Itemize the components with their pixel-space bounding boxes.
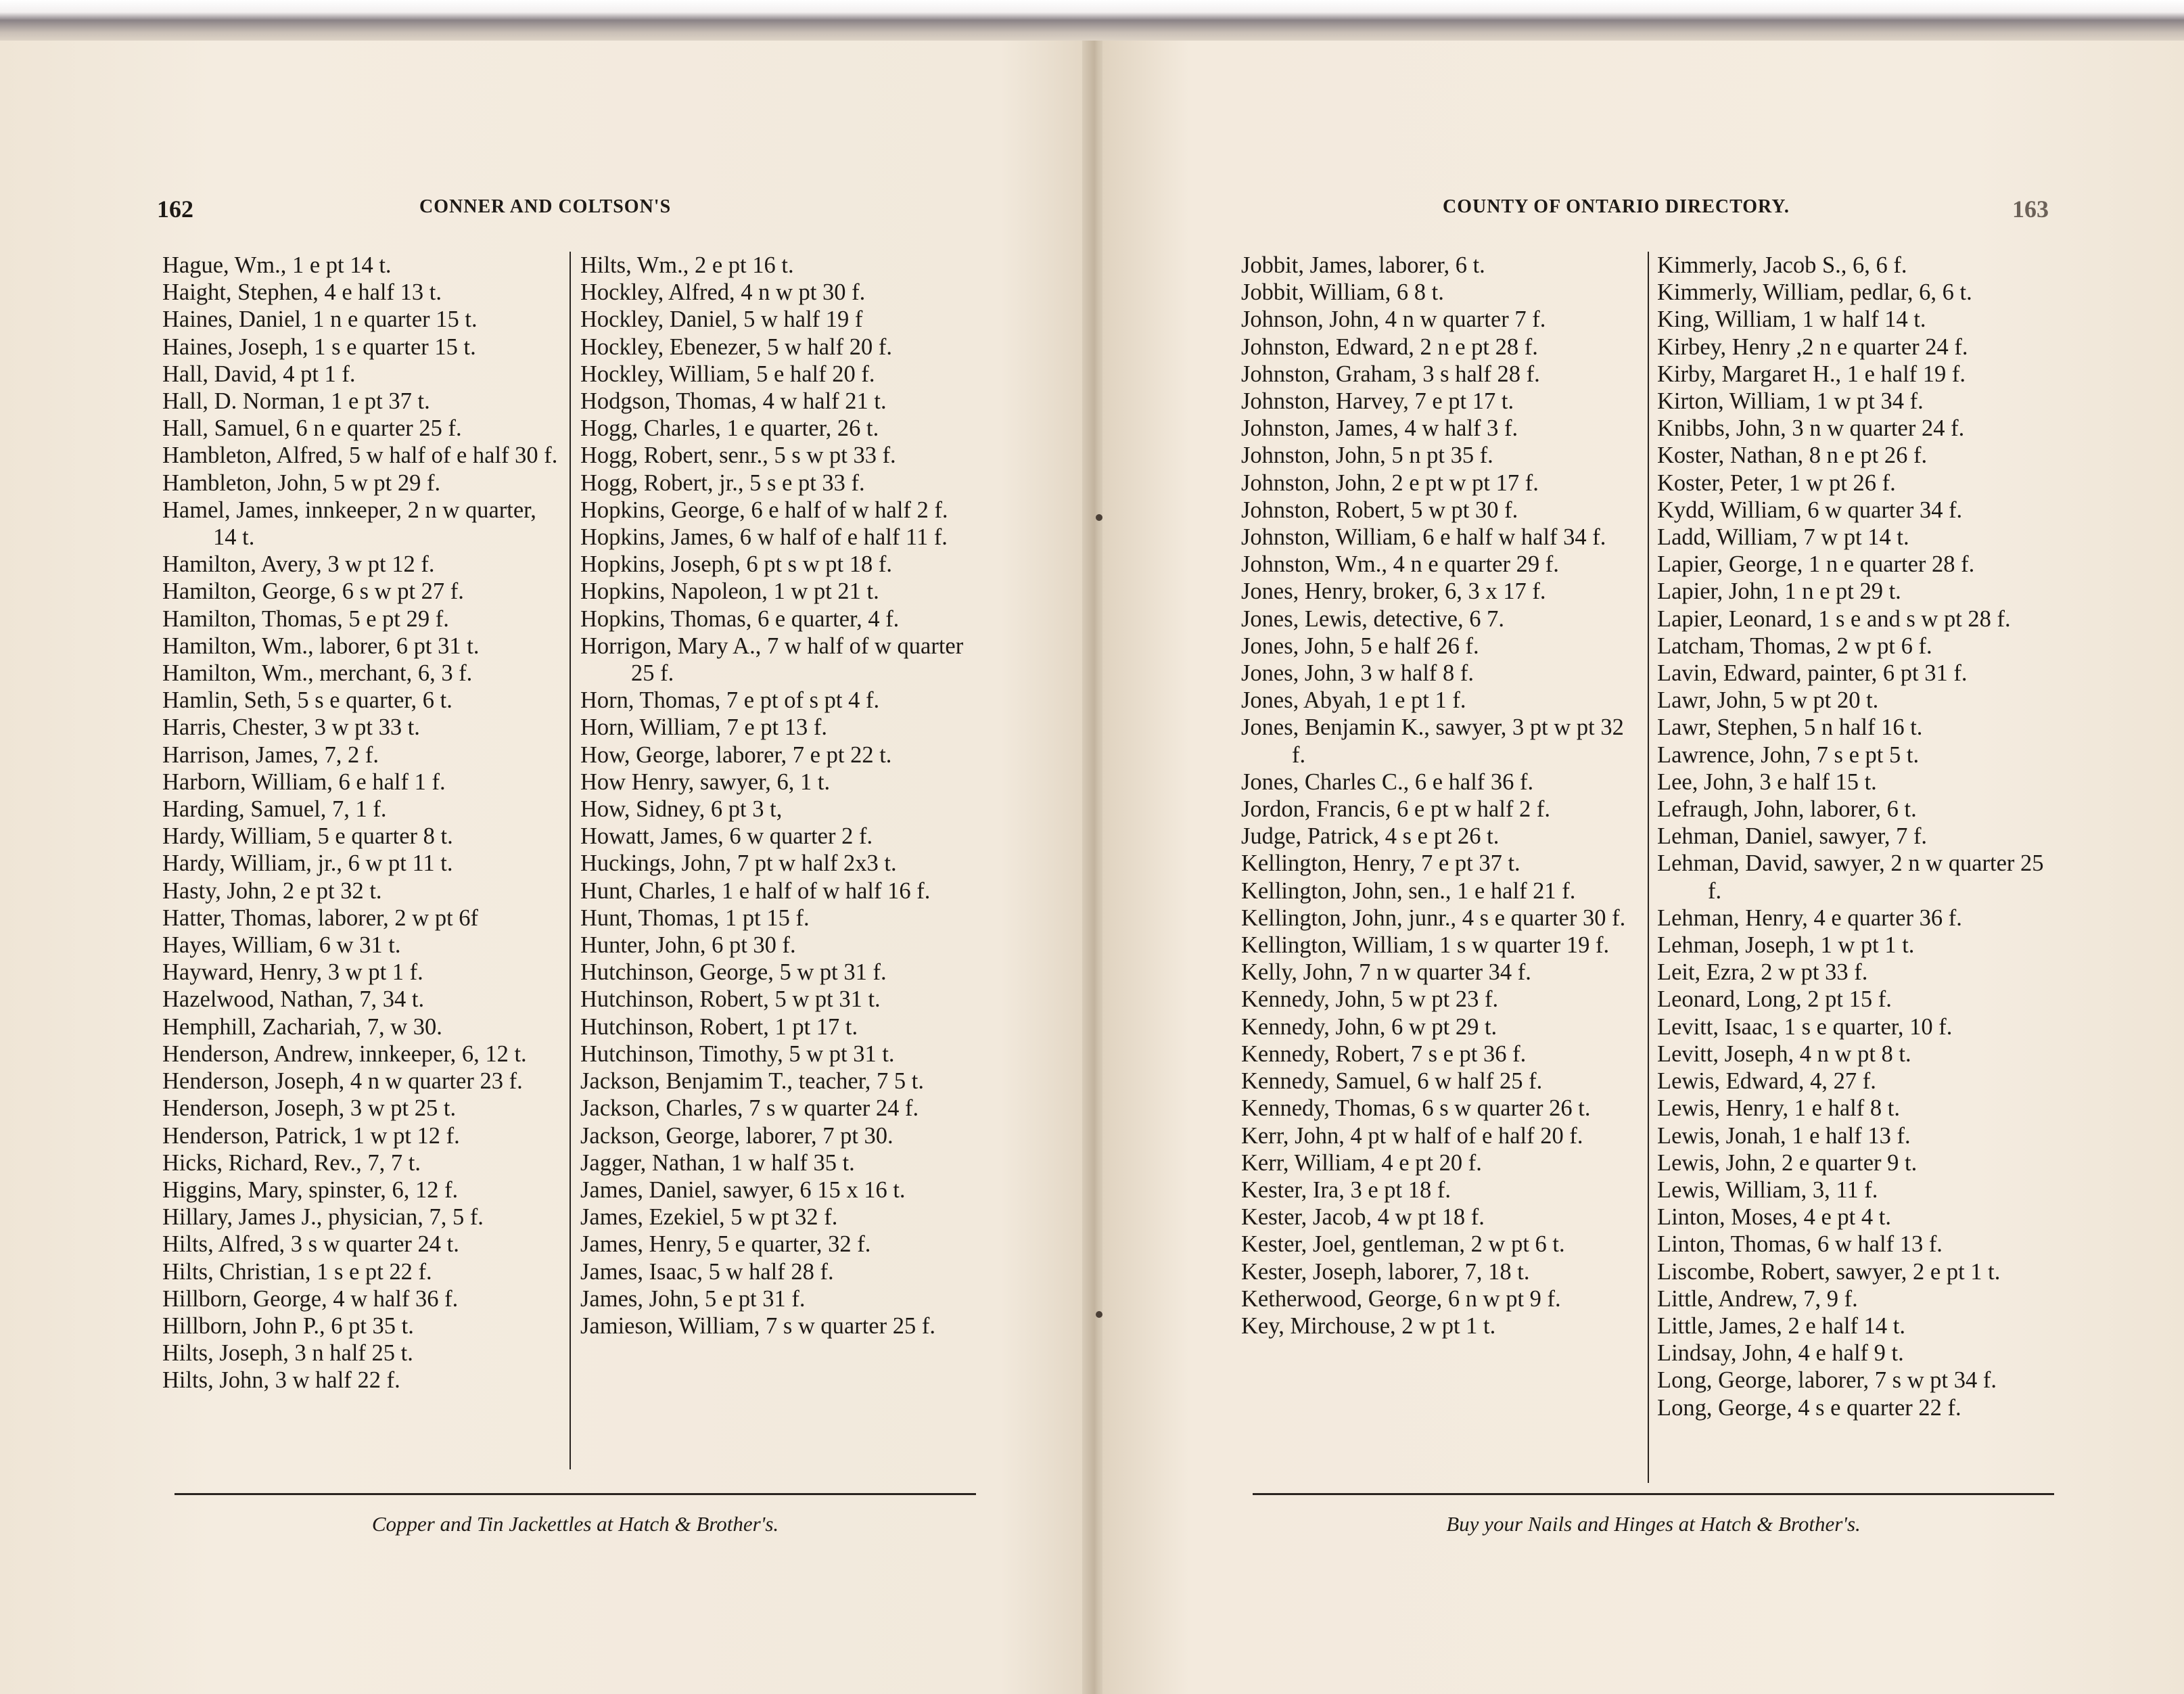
directory-entry: Lawrence, John, 7 s e pt 5 t. [1657,741,1920,768]
right-footer-advert: Buy your Nails and Hinges at Hatch & Brother's. [1446,1512,1861,1536]
directory-entry: Johnston, Robert, 5 w pt 30 f. [1241,497,1518,523]
directory-entry: Henderson, Andrew, innkeeper, 6, 12 t. [162,1040,527,1067]
directory-entry: Horrigon, Mary A., 7 w half of w quarter 25 f. [580,633,964,687]
directory-entry: Latcham, Thomas, 2 w pt 6 f. [1657,633,1932,659]
right-footer-rule [1253,1493,2054,1495]
directory-entry: Hopkins, James, 6 w half of e half 11 f. [580,524,948,551]
directory-entry: Hunt, Charles, 1 e half of w half 16 f. [580,877,931,904]
directory-entry: Hasty, John, 2 e pt 32 t. [162,877,382,904]
directory-entry: Haines, Joseph, 1 s e quarter 15 t. [162,334,476,360]
right-page-number: 163 [2012,196,2049,223]
directory-entry: Hockley, Alfred, 4 n w pt 30 f. [580,279,866,306]
left-footer-advert: Copper and Tin Jackettles at Hatch & Brother's. [371,1512,779,1536]
directory-entry: Hatter, Thomas, laborer, 2 w pt 6f [162,905,479,931]
directory-entry: Jobbit, James, laborer, 6 t. [1241,252,1485,278]
directory-entry: James, John, 5 e pt 31 f. [580,1285,806,1312]
directory-entry: Henderson, Patrick, 1 w pt 12 f. [162,1122,460,1149]
directory-entry: Higgins, Mary, spinster, 6, 12 f. [162,1176,459,1203]
directory-entry: Hambleton, John, 5 w pt 29 f. [162,470,441,496]
directory-entry: Hogg, Robert, senr., 5 s w pt 33 f. [580,442,896,469]
directory-entry: Linton, Moses, 4 e pt 4 t. [1657,1204,1891,1231]
directory-entry: Hutchinson, George, 5 w pt 31 f. [580,959,887,986]
directory-entry: Johnston, Harvey, 7 e pt 17 t. [1241,388,1514,415]
directory-entry: Johnston, William, 6 e half w half 34 f. [1241,524,1606,551]
directory-entry: Jagger, Nathan, 1 w half 35 t. [580,1149,855,1176]
directory-entry: Hamilton, Wm., laborer, 6 pt 31 t. [162,633,480,659]
right-column-divider [1648,252,1649,1483]
directory-entry: Lewis, William, 3, 11 f. [1657,1176,1878,1203]
directory-entry: Lehman, Henry, 4 e quarter 36 f. [1657,905,1962,931]
directory-entry: Little, Andrew, 7, 9 f. [1657,1285,1858,1312]
directory-entry: Hamilton, Thomas, 5 e pt 29 f. [162,605,449,632]
directory-entry: Harrison, James, 7, 2 f. [162,741,379,768]
directory-entry: Johnston, Edward, 2 n e pt 28 f. [1241,334,1538,360]
directory-entry: Howatt, James, 6 w quarter 2 f. [580,823,873,850]
directory-entry: Hague, Wm., 1 e pt 14 t. [162,252,392,278]
directory-entry: Hayes, William, 6 w 31 t. [162,932,401,959]
directory-entry: Kirton, William, 1 w pt 34 f. [1657,388,1924,415]
left-footer-rule [175,1493,976,1495]
directory-entry: Hockley, William, 5 e half 20 f. [580,361,875,387]
directory-entry: Little, James, 2 e half 14 t. [1657,1312,1905,1339]
right-column-1 [1241,252,1640,1340]
directory-entry: Jones, Abyah, 1 e pt 1 f. [1241,687,1466,714]
directory-entry: Kellington, William, 1 s w quarter 19 f. [1241,932,1610,959]
directory-entry: Lawr, John, 5 w pt 20 t. [1657,687,1879,714]
directory-entry: Lawr, Stephen, 5 n half 16 t. [1657,714,1923,741]
directory-entry: Lapier, George, 1 n e quarter 28 f. [1657,551,1975,578]
directory-entry: Kirbey, Henry ,2 n e quarter 24 f. [1657,334,1968,360]
directory-entry: Haight, Stephen, 4 e half 13 t. [162,279,442,306]
binding-thread-mark [1096,514,1102,521]
directory-entry: Hamlin, Seth, 5 s e quarter, 6 t. [162,687,452,714]
directory-entry: Hockley, Daniel, 5 w half 19 f [580,306,863,333]
directory-entry: Hillary, James J., physician, 7, 5 f. [162,1204,484,1231]
directory-entry: Kester, Joel, gentleman, 2 w pt 6 t. [1241,1231,1565,1258]
directory-entry: Kelly, John, 7 n w quarter 34 f. [1241,959,1531,986]
directory-entry: Johnston, James, 4 w half 3 f. [1241,415,1518,442]
directory-entry: Hogg, Charles, 1 e quarter, 26 t. [580,415,879,442]
directory-entry: Linton, Thomas, 6 w half 13 f. [1657,1231,1943,1258]
left-page-number: 162 [157,196,193,223]
directory-entry: Levitt, Joseph, 4 n w pt 8 t. [1657,1040,1911,1067]
directory-entry: Hockley, Ebenezer, 5 w half 20 f. [580,334,892,360]
directory-entry: Lehman, Daniel, sawyer, 7 f. [1657,823,1928,850]
directory-entry: Liscombe, Robert, sawyer, 2 e pt 1 t. [1657,1258,2001,1285]
directory-entry: Lewis, John, 2 e quarter 9 t. [1657,1149,1918,1176]
directory-entry: Johnston, John, 5 n pt 35 f. [1241,442,1493,469]
directory-entry: Ladd, William, 7 w pt 14 t. [1657,524,1909,551]
directory-entry: Lavin, Edward, painter, 6 pt 31 f. [1657,660,1968,687]
directory-entry: Leit, Ezra, 2 w pt 33 f. [1657,959,1868,986]
left-column-1 [162,252,561,1394]
directory-entry: Hillborn, John P., 6 pt 35 t. [162,1312,414,1339]
directory-entry: Kennedy, Samuel, 6 w half 25 f. [1241,1068,1543,1095]
directory-entry: Hamel, James, innkeeper, 2 n w quarter, 14 t. [162,497,536,551]
directory-entry: Hemphill, Zachariah, 7, w 30. [162,1013,442,1040]
left-running-head: CONNER AND COLTSON'S [419,196,672,217]
directory-entry: Hall, D. Norman, 1 e pt 37 t. [162,388,430,415]
directory-entry: Kester, Joseph, laborer, 7, 18 t. [1241,1258,1530,1285]
directory-entry: Lefraugh, John, laborer, 6 t. [1657,796,1917,823]
directory-entry: Harding, Samuel, 7, 1 f. [162,796,387,823]
directory-entry: Hilts, Joseph, 3 n half 25 t. [162,1340,413,1367]
right-running-head: COUNTY OF ONTARIO DIRECTORY. [1443,196,1790,217]
directory-entry: Hopkins, Napoleon, 1 w pt 21 t. [580,578,879,605]
directory-entry: Lapier, John, 1 n e pt 29 t. [1657,578,1901,605]
directory-entry: Lewis, Edward, 4, 27 f. [1657,1068,1876,1095]
directory-entry: Jobbit, William, 6 8 t. [1241,279,1444,306]
directory-entry: Key, Mirchouse, 2 w pt 1 t. [1241,1312,1496,1339]
directory-entry: Kester, Jacob, 4 w pt 18 f. [1241,1204,1485,1231]
directory-entry: Lindsay, John, 4 e half 9 t. [1657,1340,1904,1367]
directory-entry: Koster, Peter, 1 w pt 26 f. [1657,470,1896,496]
directory-entry: Lewis, Henry, 1 e half 8 t. [1657,1095,1900,1122]
directory-entry: James, Henry, 5 e quarter, 32 f. [580,1231,871,1258]
directory-entry: Hopkins, George, 6 e half of w half 2 f. [580,497,948,523]
directory-entry: Hamilton, Wm., merchant, 6, 3 f. [162,660,473,687]
directory-entry: Jones, John, 3 w half 8 f. [1241,660,1474,687]
directory-entry: Hicks, Richard, Rev., 7, 7 t. [162,1149,421,1176]
directory-entry: Johnston, John, 2 e pt w pt 17 f. [1241,470,1539,496]
directory-entry: Hamilton, George, 6 s w pt 27 f. [162,578,464,605]
directory-entry: Harris, Chester, 3 w pt 33 t. [162,714,420,741]
right-column-2 [1657,252,2056,1421]
directory-entry: Hall, Samuel, 6 n e quarter 25 f. [162,415,462,442]
directory-entry: James, Ezekiel, 5 w pt 32 f. [580,1204,838,1231]
directory-entry: Harborn, William, 6 e half 1 f. [162,769,446,795]
directory-entry: Long, George, laborer, 7 s w pt 34 f. [1657,1367,1997,1394]
directory-entry: Hazelwood, Nathan, 7, 34 t. [162,986,425,1013]
left-column-divider [570,252,571,1469]
directory-entry: Jackson, Benjamim T., teacher, 7 5 t. [580,1068,924,1095]
directory-entry: King, William, 1 w half 14 t. [1657,306,1926,333]
directory-entry: Hilts, Christian, 1 s e pt 22 f. [162,1258,432,1285]
directory-entry: Kester, Ira, 3 e pt 18 f. [1241,1176,1451,1203]
directory-entry: Jones, Benjamin K., sawyer, 3 pt w pt 32 f. [1241,714,1624,768]
directory-entry: Kellington, John, junr., 4 s e quarter 30 f. [1241,905,1626,931]
directory-entry: Kellington, John, sen., 1 e half 21 f. [1241,877,1576,904]
directory-entry: Hamilton, Avery, 3 w pt 12 f. [162,551,435,578]
directory-entry: Long, George, 4 s e quarter 22 f. [1657,1394,1961,1421]
directory-entry: Haines, Daniel, 1 n e quarter 15 t. [162,306,478,333]
directory-entry: Kimmerly, Jacob S., 6, 6 f. [1657,252,1907,278]
directory-entry: Kimmerly, William, pedlar, 6, 6 t. [1657,279,1972,306]
directory-entry: Hutchinson, Robert, 1 pt 17 t. [580,1013,858,1040]
directory-entry: Hardy, William, jr., 6 w pt 11 t. [162,850,453,877]
directory-entry: Lewis, Jonah, 1 e half 13 f. [1657,1122,1911,1149]
directory-entry: Knibbs, John, 3 n w quarter 24 f. [1657,415,1965,442]
directory-entry: How Henry, sawyer, 6, 1 t. [580,769,831,795]
directory-entry: Hopkins, Thomas, 6 e quarter, 4 f. [580,605,900,632]
directory-entry: Jones, John, 5 e half 26 f. [1241,633,1479,659]
directory-entry: Jones, Henry, broker, 6, 3 x 17 f. [1241,578,1546,605]
directory-entry: Hutchinson, Timothy, 5 w pt 31 t. [580,1040,895,1067]
directory-entry: Hambleton, Alfred, 5 w half of e half 30 f. [162,442,558,469]
binding-thread-mark [1096,1311,1102,1318]
directory-entry: Kennedy, Robert, 7 s e pt 36 f. [1241,1040,1527,1067]
directory-entry: How, Sidney, 6 pt 3 t, [580,796,783,823]
directory-entry: Levitt, Isaac, 1 s e quarter, 10 f. [1657,1013,1953,1040]
directory-entry: Kydd, William, 6 w quarter 34 f. [1657,497,1963,523]
directory-entry: Judge, Patrick, 4 s e pt 26 t. [1241,823,1500,850]
directory-entry: Lehman, David, sawyer, 2 n w quarter 25 f. [1657,850,2044,904]
directory-entry: Kerr, William, 4 e pt 20 f. [1241,1149,1482,1176]
directory-entry: Hayward, Henry, 3 w pt 1 f. [162,959,423,986]
directory-entry: Johnston, Graham, 3 s half 28 f. [1241,361,1540,387]
directory-entry: Hunter, John, 6 pt 30 f. [580,932,796,959]
directory-entry: Horn, Thomas, 7 e pt of s pt 4 f. [580,687,880,714]
directory-entry: Kerr, John, 4 pt w half of e half 20 f. [1241,1122,1583,1149]
directory-entry: Johnston, Wm., 4 n e quarter 29 f. [1241,551,1559,578]
directory-entry: Jones, Charles C., 6 e half 36 f. [1241,769,1534,795]
directory-entry: Hopkins, Joseph, 6 pt s w pt 18 f. [580,551,892,578]
directory-entry: James, Isaac, 5 w half 28 f. [580,1258,834,1285]
directory-entry: Ketherwood, George, 6 n w pt 9 f. [1241,1285,1561,1312]
directory-entry: Henderson, Joseph, 4 n w quarter 23 f. [162,1068,523,1095]
directory-entry: Jones, Lewis, detective, 6 7. [1241,605,1504,632]
directory-entry: Hutchinson, Robert, 5 w pt 31 t. [580,986,881,1013]
directory-entry: Jackson, Charles, 7 s w quarter 24 f. [580,1095,919,1122]
directory-entry: Lehman, Joseph, 1 w pt 1 t. [1657,932,1915,959]
directory-entry: Kennedy, John, 6 w pt 29 t. [1241,1013,1497,1040]
directory-entry: How, George, laborer, 7 e pt 22 t. [580,741,892,768]
directory-entry: Hilts, Alfred, 3 s w quarter 24 t. [162,1231,459,1258]
directory-entry: Koster, Nathan, 8 n e pt 26 f. [1657,442,1928,469]
directory-entry: Hilts, John, 3 w half 22 f. [162,1367,400,1394]
left-column-2 [580,252,979,1340]
directory-entry: Kennedy, Thomas, 6 s w quarter 26 t. [1241,1095,1591,1122]
directory-entry: Jordon, Francis, 6 e pt w half 2 f. [1241,796,1551,823]
directory-entry: James, Daniel, sawyer, 6 15 x 16 t. [580,1176,906,1203]
directory-entry: Johnson, John, 4 n w quarter 7 f. [1241,306,1546,333]
directory-entry: Horn, William, 7 e pt 13 f. [580,714,827,741]
directory-entry: Hilts, Wm., 2 e pt 16 t. [580,252,794,278]
directory-entry: Huckings, John, 7 pt w half 2x3 t. [580,850,897,877]
directory-entry: Henderson, Joseph, 3 w pt 25 t. [162,1095,457,1122]
directory-entry: Hunt, Thomas, 1 pt 15 f. [580,905,810,931]
directory-entry: Jackson, George, laborer, 7 pt 30. [580,1122,893,1149]
directory-entry: Jamieson, William, 7 s w quarter 25 f. [580,1312,935,1339]
directory-entry: Lee, John, 3 e half 15 t. [1657,769,1877,795]
directory-entry: Kellington, Henry, 7 e pt 37 t. [1241,850,1520,877]
directory-entry: Hardy, William, 5 e quarter 8 t. [162,823,453,850]
directory-entry: Hogg, Robert, jr., 5 s e pt 33 f. [580,470,865,496]
directory-entry: Hall, David, 4 pt 1 f. [162,361,356,387]
directory-entry: Kennedy, John, 5 w pt 23 f. [1241,986,1499,1013]
directory-entry: Leonard, Long, 2 pt 15 f. [1657,986,1892,1013]
directory-entry: Kirby, Margaret H., 1 e half 19 f. [1657,361,1966,387]
directory-entry: Hillborn, George, 4 w half 36 f. [162,1285,459,1312]
directory-entry: Hodgson, Thomas, 4 w half 21 t. [580,388,887,415]
directory-entry: Lapier, Leonard, 1 s e and s w pt 28 f. [1657,605,2011,632]
